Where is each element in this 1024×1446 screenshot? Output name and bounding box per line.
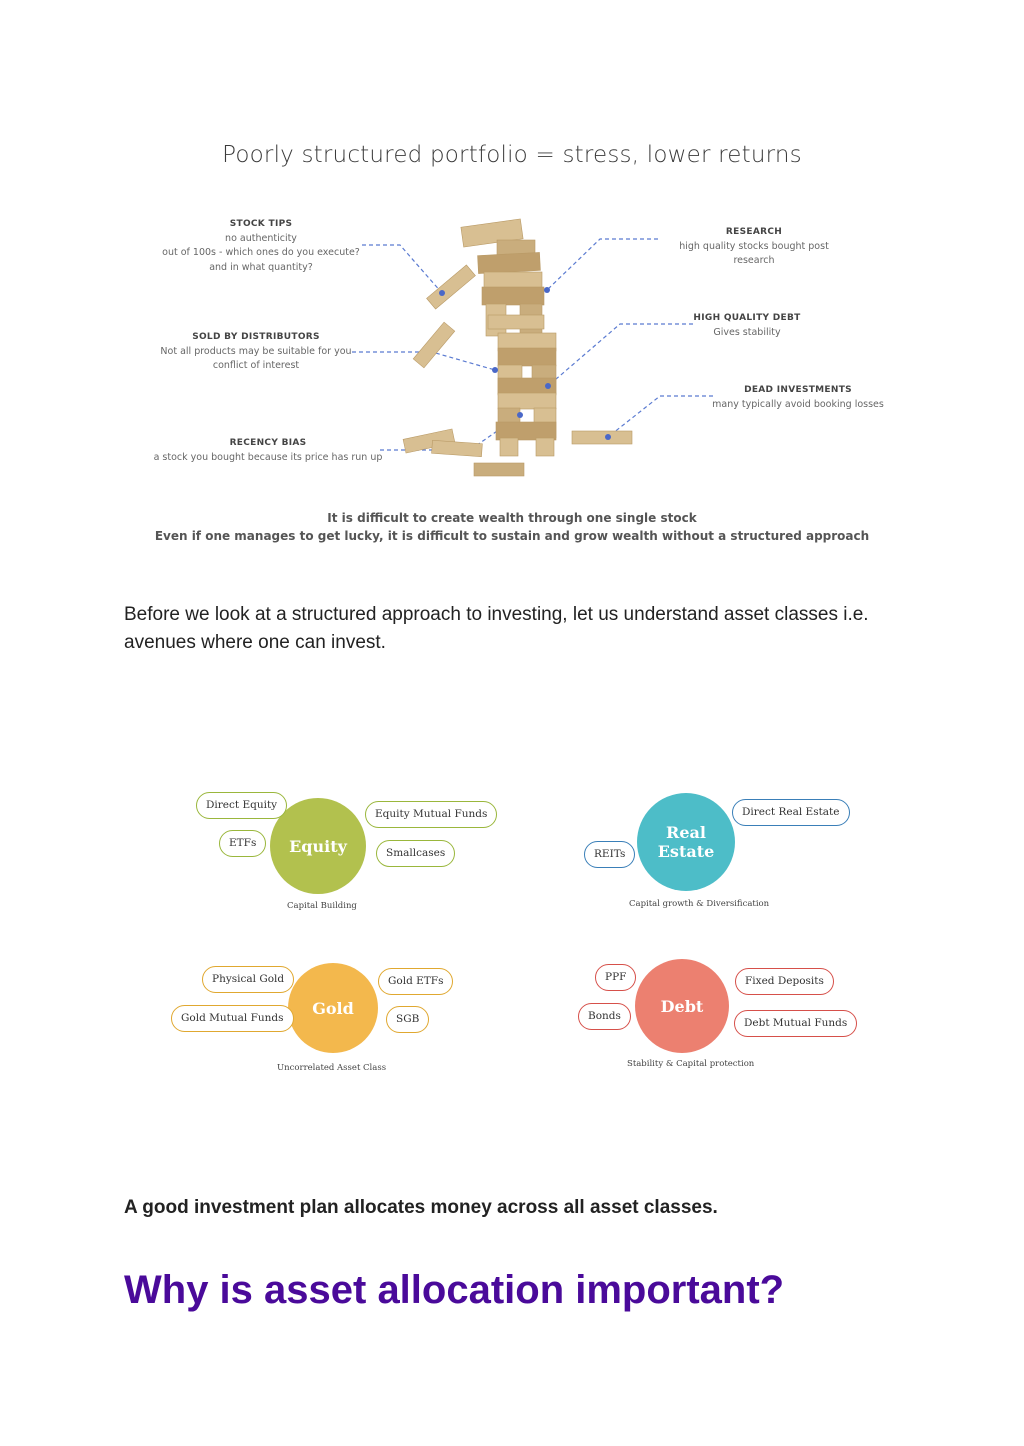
pill-reits: REITs bbox=[584, 841, 635, 868]
falling-block bbox=[427, 265, 476, 309]
pill-direct-real-estate: Direct Real Estate bbox=[732, 799, 850, 826]
gold-subtitle: Uncorrelated Asset Class bbox=[277, 1063, 387, 1073]
infographic-caption-line-2: Even if one manages to get lucky, it is difficult to sustain and grow wealth without a structured approach bbox=[154, 529, 870, 543]
annotation-sold-by-distributors bbox=[146, 330, 366, 374]
connector-stock-tips bbox=[362, 245, 442, 293]
fallen-block bbox=[572, 431, 632, 444]
annotation-stock-tips bbox=[150, 217, 372, 275]
annotation-text: Not all products may be suitable for you bbox=[160, 345, 352, 357]
annotation-text: high quality stocks bought post research bbox=[679, 240, 829, 266]
pill-direct-equity: Direct Equity bbox=[196, 792, 287, 819]
pill-physical-gold: Physical Gold bbox=[202, 966, 294, 993]
infographic-caption-line-1: It is difficult to create wealth through one single stock bbox=[327, 511, 697, 525]
jenga-block bbox=[478, 252, 541, 273]
annotation-text: Gives stability bbox=[713, 326, 781, 338]
jenga-block bbox=[536, 438, 554, 456]
jenga-block bbox=[498, 348, 556, 366]
pill-ppf: PPF bbox=[595, 964, 636, 991]
annotation-heading: RESEARCH bbox=[725, 227, 783, 237]
connector-high-quality-debt bbox=[548, 324, 693, 386]
connector-research bbox=[547, 239, 658, 290]
real-estate-subtitle: Capital growth & Diversification bbox=[629, 899, 770, 909]
pill-bonds: Bonds bbox=[578, 1003, 631, 1030]
equity-circle: Equity bbox=[270, 798, 366, 894]
annotation-text: and in what quantity? bbox=[209, 261, 313, 273]
pill-equity-mutual-funds: Equity Mutual Funds bbox=[365, 801, 497, 828]
jenga-block bbox=[500, 438, 518, 456]
annotation-text: many typically avoid booking losses bbox=[712, 398, 884, 410]
allocation-statement: A good investment plan allocates money across all asset classes. bbox=[124, 1197, 718, 1218]
section-heading: Why is asset allocation important? bbox=[124, 1268, 785, 1312]
pill-debt-mutual-funds: Debt Mutual Funds bbox=[734, 1010, 857, 1037]
jenga-block bbox=[482, 287, 544, 305]
pill-sgb: SGB bbox=[386, 1006, 429, 1033]
annotation-heading: SOLD BY DISTRIBUTORS bbox=[192, 332, 320, 342]
fallen-block bbox=[432, 440, 483, 456]
pill-smallcases: Smallcases bbox=[376, 840, 455, 867]
pill-gold-mutual-funds: Gold Mutual Funds bbox=[171, 1005, 294, 1032]
annotation-recency-bias bbox=[148, 436, 388, 465]
falling-block bbox=[413, 322, 455, 368]
intro-paragraph: Before we look at a structured approach to investing, let us understand asset classes i.e. avenues where one can invest. bbox=[124, 604, 869, 653]
real-estate-circle bbox=[637, 793, 735, 891]
pill-fixed-deposits: Fixed Deposits bbox=[735, 968, 834, 995]
debt-subtitle: Stability & Capital protection bbox=[627, 1059, 755, 1069]
pill-etfs: ETFs bbox=[219, 830, 266, 857]
annotation-heading: HIGH QUALITY DEBT bbox=[693, 313, 801, 323]
jenga-block bbox=[498, 393, 556, 409]
gold-circle: Gold bbox=[288, 963, 378, 1053]
jenga-block bbox=[484, 272, 542, 288]
debt-circle: Debt bbox=[635, 959, 729, 1053]
annotation-dead-investments bbox=[712, 383, 884, 412]
jenga-block bbox=[488, 315, 544, 329]
annotation-heading: DEAD INVESTMENTS bbox=[744, 385, 852, 395]
real-estate-label: Real Estate bbox=[657, 823, 715, 861]
annotation-text: no authenticity bbox=[225, 232, 297, 244]
annotation-text: a stock you bought because its price has run up bbox=[153, 451, 383, 463]
annotation-heading: RECENCY BIAS bbox=[229, 438, 307, 448]
fallen-block bbox=[474, 463, 524, 476]
infographic-title: Poorly structured portfolio = stress, lower returns bbox=[222, 142, 802, 168]
annotation-text: out of 100s - which ones do you execute? bbox=[162, 247, 360, 258]
equity-subtitle: Capital Building bbox=[287, 901, 357, 911]
annotation-research bbox=[658, 225, 850, 269]
pill-gold-etfs: Gold ETFs bbox=[378, 968, 453, 995]
annotation-heading: STOCK TIPS bbox=[229, 219, 293, 229]
annotation-text: conflict of interest bbox=[212, 360, 300, 371]
jenga-block bbox=[496, 422, 556, 440]
annotation-high-quality-debt bbox=[686, 311, 808, 340]
